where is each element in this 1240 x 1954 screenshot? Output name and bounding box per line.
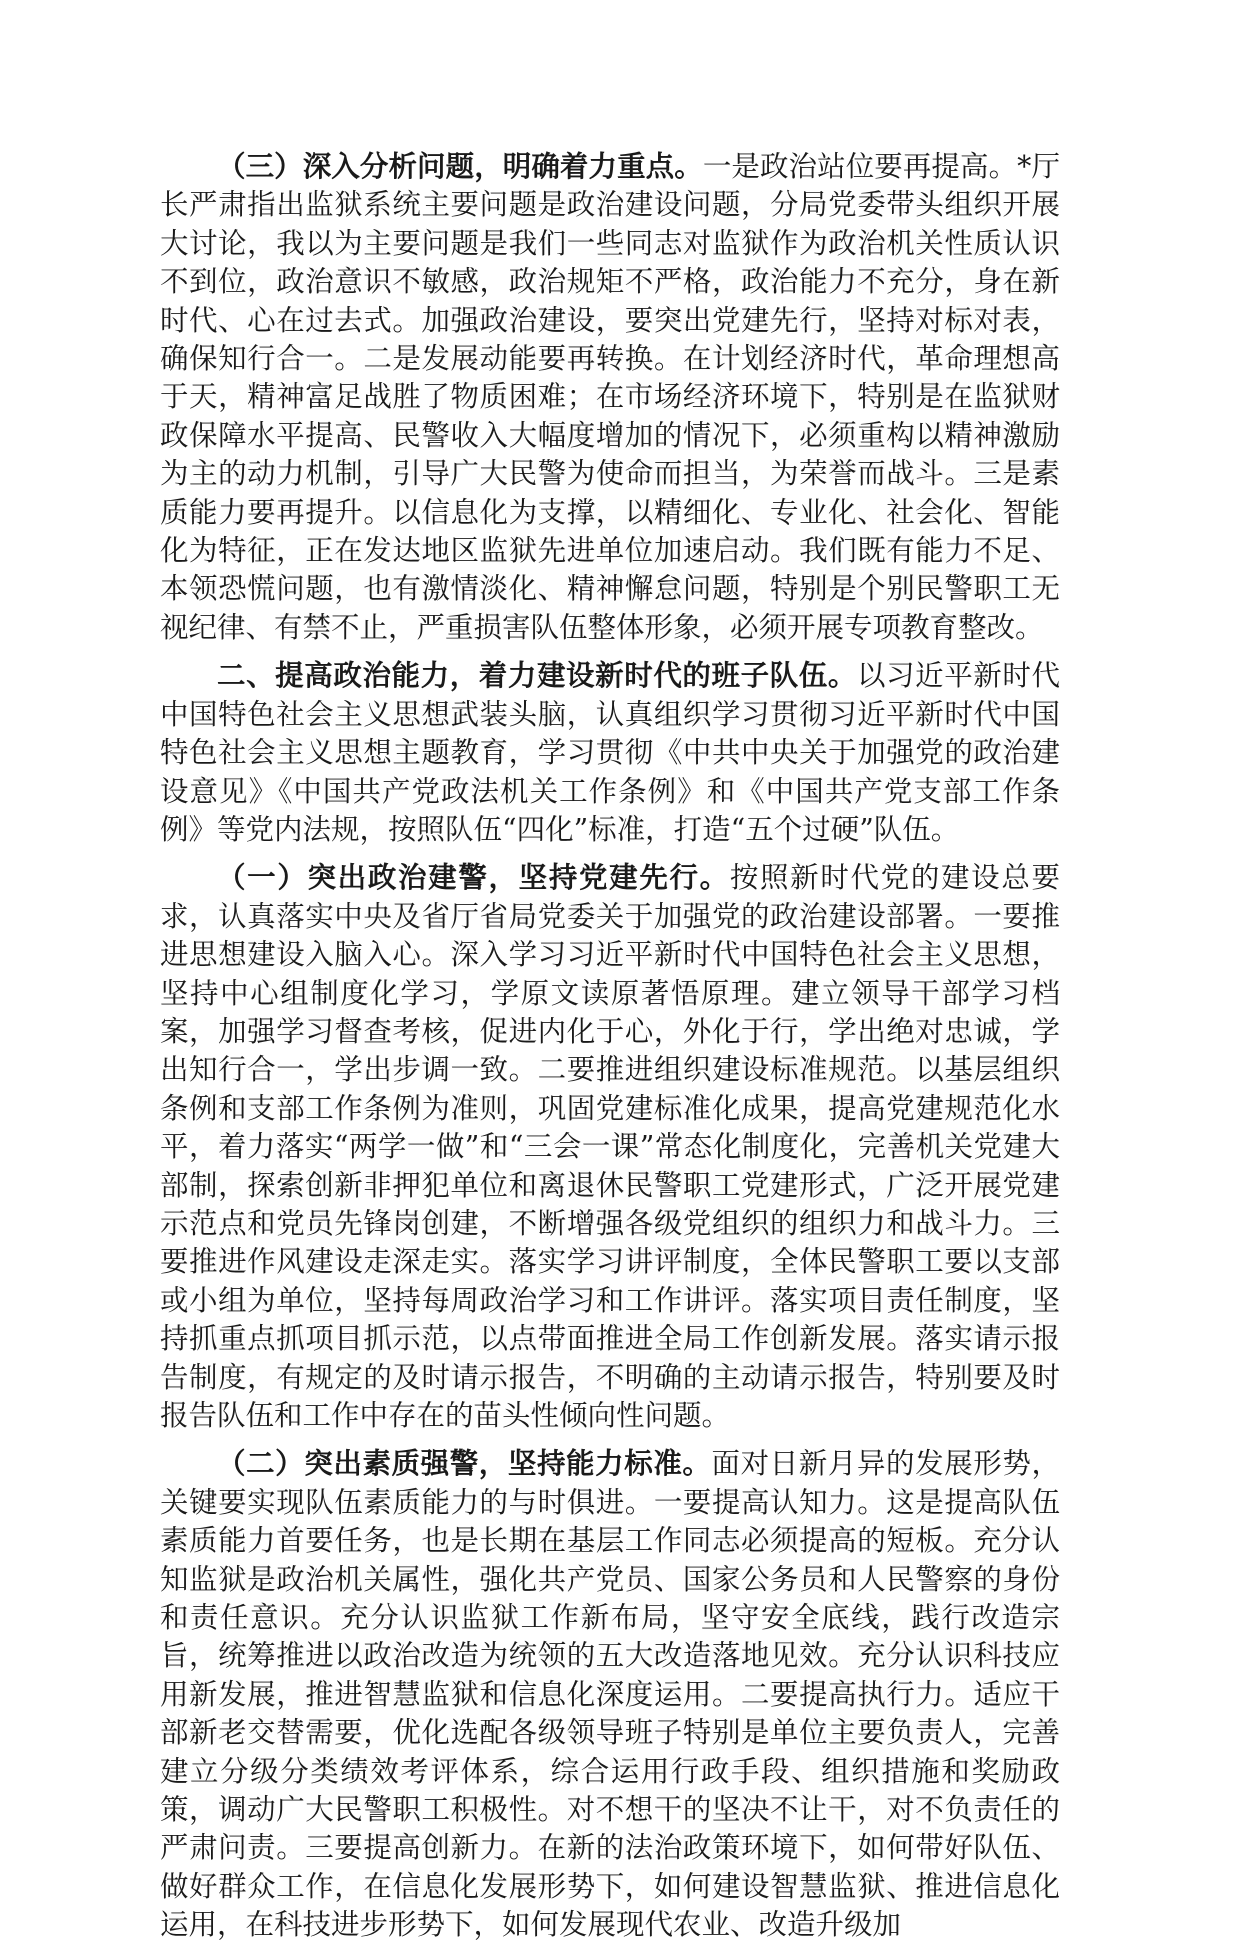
paragraph-body: 面对日新月异的发展形势，关键要实现队伍素质能力的与时俱进。一要提高认知力。这是提高队伍素质能力首要任务，也是长期在基层工作同志必须提高的短板。充分认知监狱是政治机关属性，强化共产党员、国家公务员和人民警察的身份和责任意识。充分认识监狱工作新布局，坚守安全底线，践行改造宗旨，统筹推进以政治改造为统领的五大改造落地见效。充分认识科技应用新发展，推进智慧监狱和信息化深度运用。二要提高执行力。适应干部新老交替需要，优化选配各级领导班子特别是单位主要负责人，完善建立分级分类绩效考评体系，综合运用行政手段、组织措施和奖励政策，调动广大民警职工积极性。对不想干的坚决不让干，对不负责任的严肃问责。三要提高创新力。在新的法治政策环境下，如何带好队伍、做好群众工作，在信息化发展形势下，如何建设智慧监狱、推进信息化运用，在科技进步形势下，如何发展现代农业、改造升级加	[160, 1447, 1060, 1942]
paragraph-section-3-analysis	[160, 147, 1060, 647]
paragraph-lead: （二）突出素质强警，坚持能力标准。	[217, 1446, 712, 1481]
paragraph-section-2-quality	[160, 1444, 1060, 1944]
document-page	[160, 147, 1060, 1954]
paragraph-lead: （一）突出政治建警，坚持党建先行。	[217, 860, 730, 895]
paragraph-lead: （三）深入分析问题，明确着力重点。	[217, 149, 703, 183]
paragraph-body: 按照新时代党的建设总要求，认真落实中央及省厅省局党委关于加强党的政治建设部署。一要推进思想建设入脑入心。深入学习习近平新时代中国特色社会主义思想，坚持中心组制度化学习，学原文读原著悟原理。建立领导干部学习档案，加强学习督查考核，促进内化于心，外化于行，学出绝对忠诚，学出知行合一，学出步调一致。二要推进组织建设标准规范。以基层组织条例和支部工作条例为准则，巩固党建标准化成果，提高党建规范化水平，着力落实“两学一做”和“三会一课”常态化制度化，完善机关党建大部制，探索创新非押犯单位和离退休民警职工党建形式，广泛开展党建示范点和党员先锋岗创建，不断增强各级党组织的组织力和战斗力。三要推进作风建设走深走实。落实学习讲评制度，全体民警职工要以支部或小组为单位，坚持每周政治学习和工作讲评。落实项目责任制度，坚持抓重点抓项目抓示范，以点带面推进全局工作创新发展。落实请示报告制度，有规定的及时请示报告，不明确的主动请示报告，特别要及时报告队伍和工作中存在的苗头性倾向性问题。	[160, 861, 1060, 1432]
paragraph-lead: 二、提高政治能力，着力建设新时代的班子队伍。	[217, 658, 857, 693]
paragraph-body: 一是政治站位要再提高。*厅长严肃指出监狱系统主要问题是政治建设问题，分局党委带头组织开展大讨论，我以为主要问题是我们一些同志对监狱作为政治机关性质认识不到位，政治意识不敏感，政治规矩不严格，政治能力不充分，身在新时代、心在过去式。加强政治建设，要突出党建先行，坚持对标对表，确保知行合一。二是发展动能要再转换。在计划经济时代，革命理想高于天，精神富足战胜了物质困难；在市场经济环境下，特别是在监狱财政保障水平提高、民警收入大幅度增加的情况下，必须重构以精神激励为主的动力机制，引导广大民警为使命而担当，为荣誉而战斗。三是素质能力要再提升。以信息化为支撑，以精细化、专业化、社会化、智能化为特征，正在发达地区监狱先进单位加速启动。我们既有能力不足、本领恐慌问题，也有激情淡化、精神懈怠问题，特别是个别民警职工无视纪律、有禁不止，严重损害队伍整体形象，必须开展专项教育整改。	[160, 150, 1060, 644]
paragraph-body: 以习近平新时代中国特色社会主义思想武装头脑，认真组织学习贯彻习近平新时代中国特色社会主义思想主题教育，学习贯彻《中共中央关于加强党的政治建设意见》《中国共产党政法机关工作条例》和《中国共产党支部工作条例》等党内法规，按照队伍“四化”标准，打造“五个过硬”队伍。	[160, 659, 1060, 846]
paragraph-section-1-party-building	[160, 858, 1060, 1435]
paragraph-part-2-political-ability	[160, 656, 1060, 849]
